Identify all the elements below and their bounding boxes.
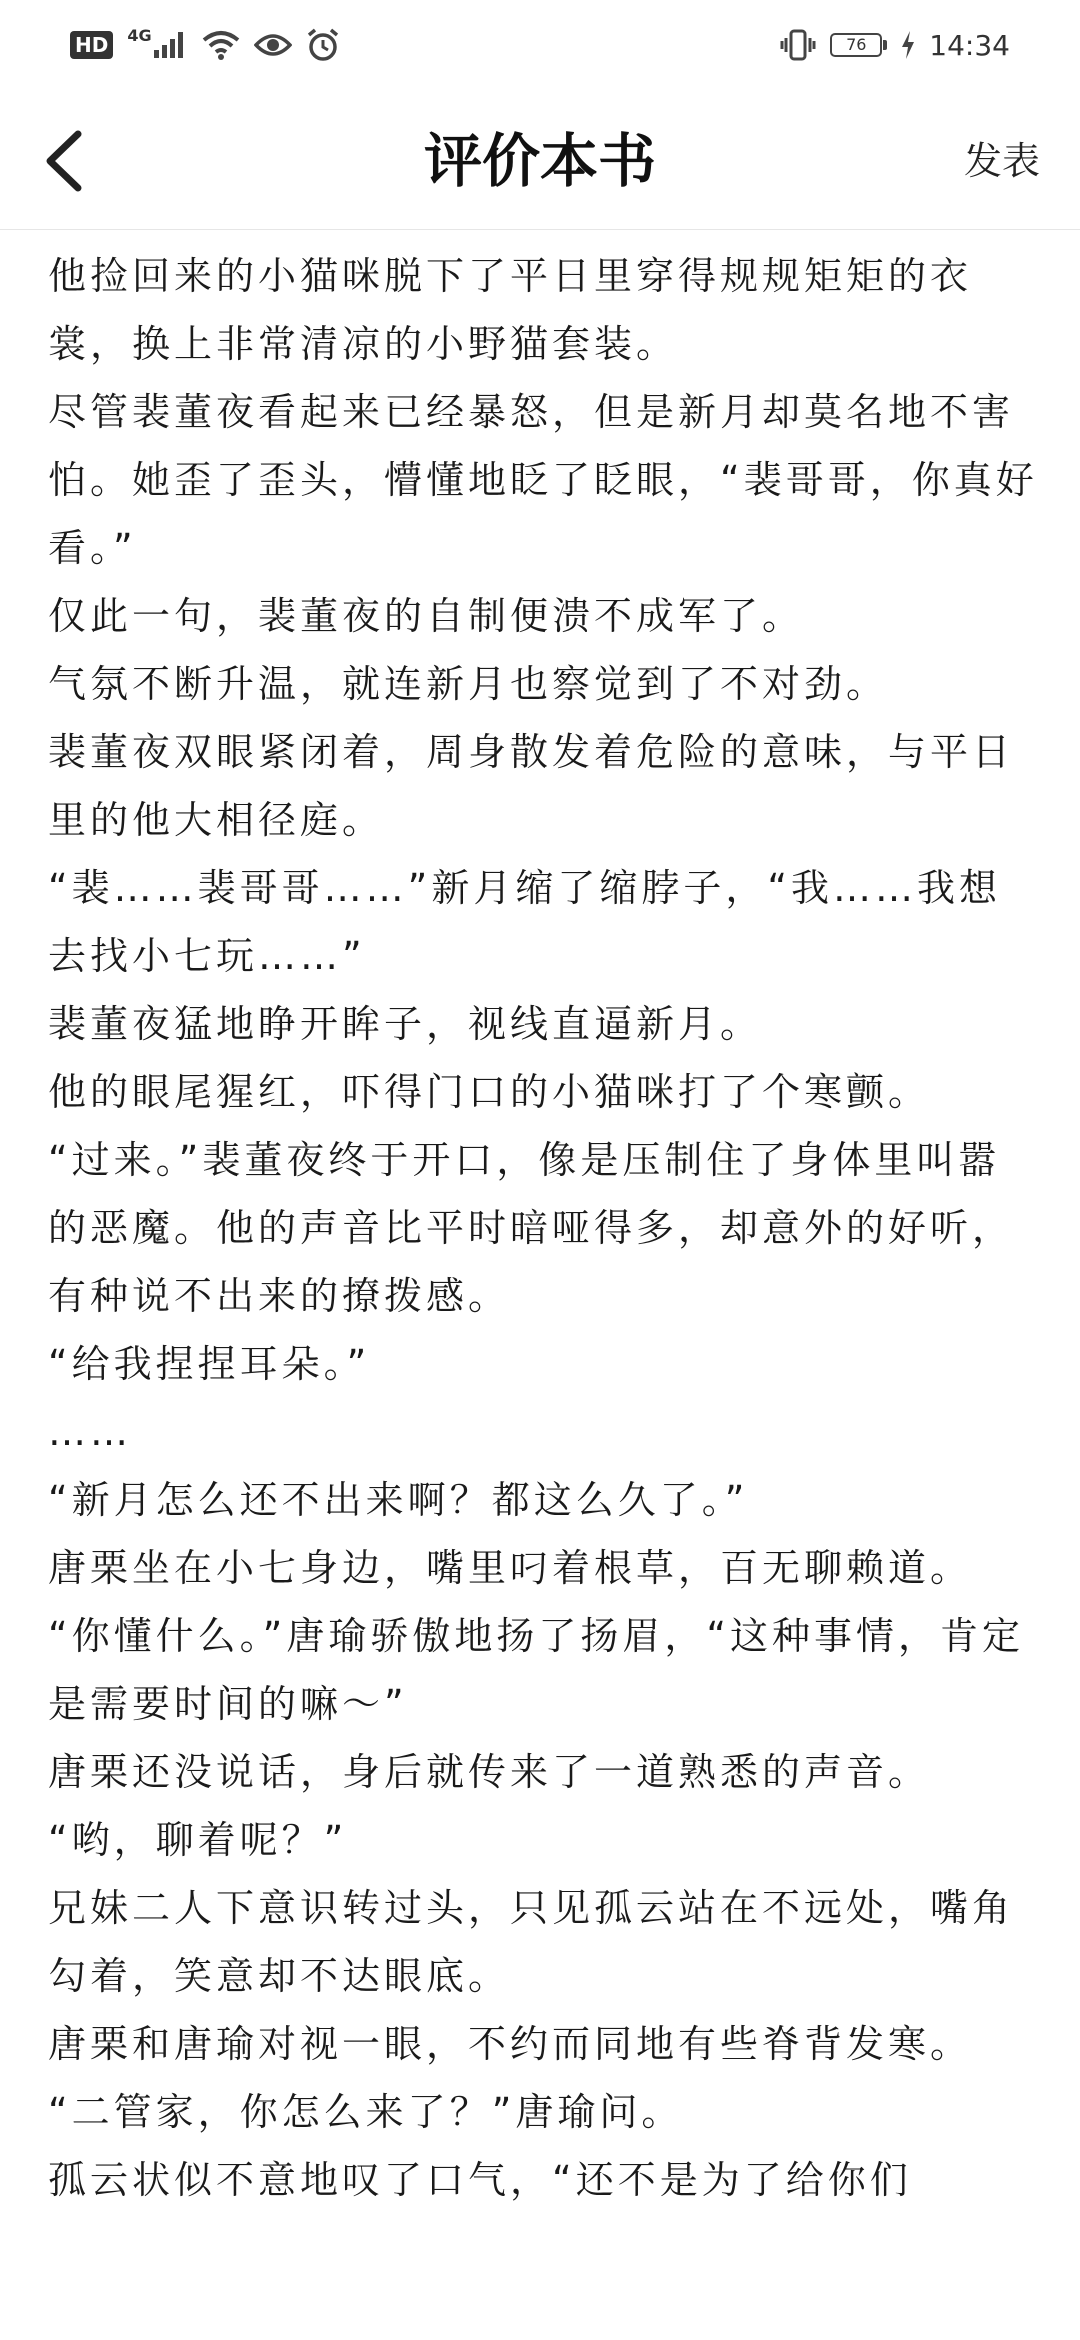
text-paragraph: ……	[48, 1410, 132, 1454]
signal-icon	[154, 32, 188, 58]
battery-icon	[830, 33, 887, 57]
text-paragraph: 仅此一句，裴董夜的自制便溃不成军了。	[48, 594, 805, 638]
text-paragraph: “裴……裴哥哥……”新月缩了缩脖子，“我……我想去找小七玩……”	[48, 866, 1002, 978]
text-paragraph: 孤云状似不意地叹了口气，“还不是为了给你们	[48, 2158, 912, 2202]
text-paragraph: “给我捏捏耳朵。”	[48, 1342, 371, 1386]
battery-tip	[883, 40, 887, 50]
publish-button[interactable]: 发表	[963, 139, 1040, 183]
text-paragraph: 气氛不断升温，就连新月也察觉到了不对劲。	[48, 662, 889, 706]
book-text	[48, 242, 1038, 2340]
wifi-icon	[202, 30, 240, 60]
status-bar	[0, 0, 1080, 90]
text-paragraph: 唐栗和唐瑜对视一眼，不约而同地有些脊背发寒。	[48, 2022, 973, 2066]
charging-icon	[901, 31, 915, 59]
page-title: 评价本书	[423, 127, 656, 195]
hd-badge: HD	[70, 31, 113, 59]
text-paragraph: “你懂什么。”唐瑜骄傲地扬了扬眉，“这种事情，肯定是需要时间的嘛～”	[48, 1614, 1025, 1726]
text-paragraph: “新月怎么还不出来啊？都这么久了。”	[48, 1478, 749, 1522]
text-paragraph: 唐栗还没说话，身后就传来了一道熟悉的声音。	[48, 1750, 931, 1794]
network-type: 4G	[127, 26, 152, 45]
text-paragraph: “过来。”裴董夜终于开口，像是压制住了身体里叫嚣的恶魔。他的声音比平时暗哑得多，却意外的好听，有种说不出来的撩拨感。	[48, 1138, 1015, 1318]
text-paragraph: 裴董夜双眼紧闭着，周身散发着危险的意味，与平日里的他大相径庭。	[48, 730, 1015, 842]
battery-level: 76	[830, 33, 882, 57]
status-right	[780, 29, 1010, 62]
text-paragraph: 裴董夜猛地睁开眸子，视线直逼新月。	[48, 1002, 763, 1046]
text-paragraph: 他捡回来的小猫咪脱下了平日里穿得规规矩矩的衣裳，换上非常清凉的小野猫套装。	[48, 254, 973, 366]
alarm-icon	[306, 28, 340, 62]
vibrate-icon	[780, 29, 816, 61]
text-paragraph: 兄妹二人下意识转过头，只见孤云站在不远处，嘴角勾着，笑意却不达眼底。	[48, 1886, 1015, 1998]
text-paragraph: 他的眼尾猩红，吓得门口的小猫咪打了个寒颤。	[48, 1070, 931, 1114]
eye-comfort-icon	[254, 31, 292, 59]
text-paragraph: 尽管裴董夜看起来已经暴怒，但是新月却莫名地不害怕。她歪了歪头，懵懂地眨了眨眼，“裴哥哥，你真好看。”	[48, 390, 1038, 570]
status-left	[70, 28, 340, 62]
signal-indicator	[127, 26, 187, 58]
text-paragraph: “哟，聊着呢？”	[48, 1818, 348, 1862]
text-paragraph: 唐栗坐在小七身边，嘴里叼着根草，百无聊赖道。	[48, 1546, 973, 1590]
clock: 14:34	[929, 28, 1010, 62]
app-header	[0, 90, 1080, 230]
text-paragraph: “二管家，你怎么来了？”唐瑜问。	[48, 2090, 684, 2134]
